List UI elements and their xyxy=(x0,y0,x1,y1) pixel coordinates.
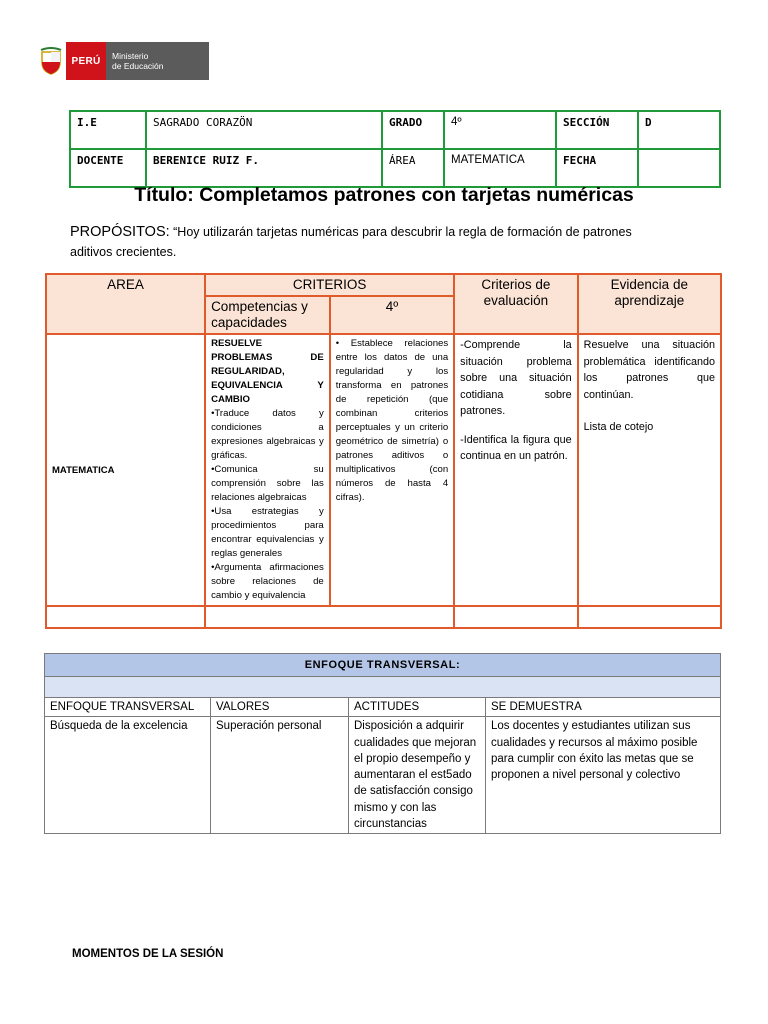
competencia-item: •Traduce datos y condiciones a expresiones algebraicas y gráficas. xyxy=(211,408,324,461)
competencia-item: •Usa estrategias y procedimientos para encontrar equivalencias y reglas generales xyxy=(211,506,324,559)
logo-ministry-line2: de Educación xyxy=(112,61,164,71)
demuestra-value: Los docentes y estudiantes utilizan sus cualidades y recursos al máximo posible para cumplir con éxito las metas que se proponen a nivel personal y colectivo xyxy=(486,717,721,834)
header-area: AREA xyxy=(46,274,205,334)
propositos-label: PROPÓSITOS: xyxy=(70,224,170,240)
area-label: ÁREA xyxy=(382,149,444,187)
propositos xyxy=(70,222,730,262)
info-table xyxy=(69,110,721,188)
col-valores: VALORES xyxy=(211,698,349,717)
grado-label: GRADO xyxy=(382,111,444,149)
header-criterios-evaluacion: Criterios de evaluación xyxy=(454,274,577,334)
enfoque-subbar xyxy=(45,677,721,698)
col-demuestra: SE DEMUESTRA xyxy=(486,698,721,717)
docente-value: BERENICE RUIZ F. xyxy=(146,149,382,187)
logo-ministry-line1: Ministerio xyxy=(112,51,149,61)
propositos-line1: “Hoy utilizarán tarjetas numéricas para descubrir la regla de formación de patrones xyxy=(173,225,632,239)
fecha-value xyxy=(638,149,720,187)
area-value: MATEMATICA xyxy=(444,149,556,187)
grado-value: 4º xyxy=(444,111,556,149)
ie-label: I.E xyxy=(70,111,146,149)
evidencia-item: Lista de cotejo xyxy=(583,421,654,433)
competencias-title: RESUELVE PROBLEMAS DE REGULARIDAD, EQUIVALENCIA Y CAMBIO xyxy=(211,338,324,405)
ie-value: SAGRADO CORAZÖN xyxy=(146,111,382,149)
eval-cell xyxy=(454,334,577,606)
competencias-cell xyxy=(205,334,330,606)
empty-cell xyxy=(578,606,721,628)
momentos-heading: MOMENTOS DE LA SESIÓN xyxy=(72,948,224,960)
empty-cell xyxy=(454,606,577,628)
area-cell: MATEMATICA xyxy=(46,334,205,606)
eval-item: -Identifica la figura que continua en un patrón. xyxy=(460,433,572,462)
empty-cell xyxy=(46,606,205,628)
evidencia-cell xyxy=(578,334,721,606)
grade-cell: • Establece relaciones entre los datos de una regularidad y los transforma en patrones de repetición (que combinan criterios perceptuales y un criterio geométrico de simetría) o patrones aditivos o multiplicativos (con números de hasta 4 cifras). xyxy=(330,334,454,606)
col-enfoque: ENFOQUE TRANSVERSAL xyxy=(45,698,211,717)
minedu-logo xyxy=(36,42,209,80)
competencia-item: •Comunica su comprensión sobre las relaciones algebraicas xyxy=(211,464,324,503)
docente-label: DOCENTE xyxy=(70,149,146,187)
coat-of-arms-icon xyxy=(36,42,66,80)
logo-country: PERÚ xyxy=(66,42,106,80)
logo-ministry xyxy=(106,42,209,80)
col-actitudes: ACTITUDES xyxy=(349,698,486,717)
seccion-label: SECCIÓN xyxy=(556,111,638,149)
valores-value: Superación personal xyxy=(211,717,349,834)
fecha-label: FECHA xyxy=(556,149,638,187)
enfoque-table xyxy=(44,653,721,834)
eval-item: -Comprende la situación problema sobre una situación cotidiana sobre patrones. xyxy=(460,339,572,417)
enfoque-header: ENFOQUE TRANSVERSAL: xyxy=(45,654,721,677)
header-competencias: Competencias y capacidades xyxy=(205,296,330,334)
evidencia-item: Resuelve una situación problemática identificando los patrones que continúan. xyxy=(583,339,715,401)
enfoque-value: Búsqueda de la excelencia xyxy=(45,717,211,834)
seccion-value: D xyxy=(638,111,720,149)
propositos-line2: aditivos crecientes. xyxy=(70,245,177,259)
empty-cell xyxy=(205,606,454,628)
header-grade: 4º xyxy=(330,296,454,334)
header-criterios: CRITERIOS xyxy=(205,274,454,296)
criteria-table xyxy=(45,273,722,629)
actitudes-value: Disposición a adquirir cualidades que mejoran el propio desempeño y aumentaran el est5ado de satisfacción consigo mismo y con las circunstancias xyxy=(349,717,486,834)
page-title: Título: Completamos patrones con tarjetas numéricas xyxy=(134,184,634,206)
header-evidencia: Evidencia de aprendizaje xyxy=(578,274,721,334)
competencia-item: •Argumenta afirmaciones sobre relaciones de cambio y equivalencia xyxy=(211,562,324,601)
